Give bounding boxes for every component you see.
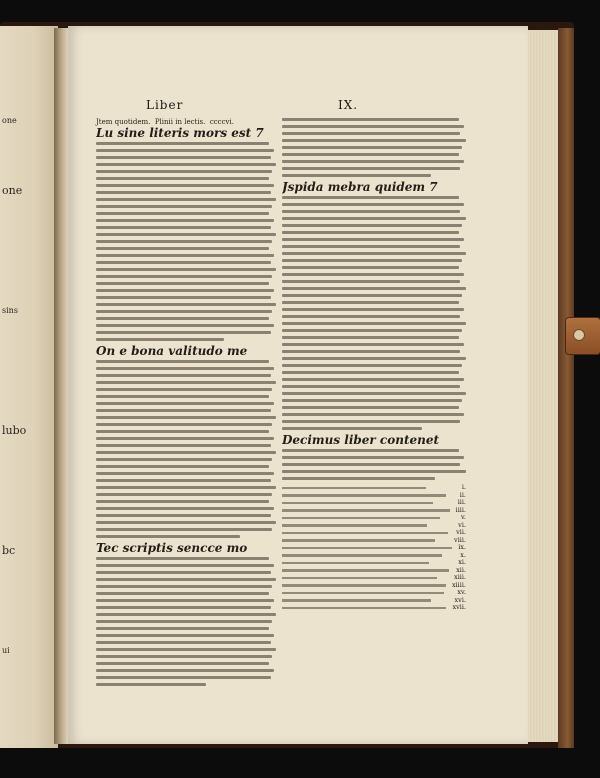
text-line xyxy=(96,317,269,320)
text-line xyxy=(282,385,460,388)
toc-number: xi. xyxy=(458,558,466,566)
text-line xyxy=(282,294,462,297)
text-line xyxy=(282,371,459,374)
text-line xyxy=(96,627,269,630)
text-line xyxy=(96,444,271,447)
text-line xyxy=(282,132,460,135)
toc-row xyxy=(282,484,466,492)
toc-entry-text xyxy=(282,599,431,602)
text-line xyxy=(282,273,464,276)
text-line xyxy=(96,514,271,517)
text-line xyxy=(282,153,459,156)
text-block xyxy=(282,449,466,480)
toc-row xyxy=(282,537,466,545)
toc-row xyxy=(282,589,466,597)
running-head-right: IX. xyxy=(338,98,359,112)
toc-number: iii. xyxy=(457,498,466,506)
toc-entry-text xyxy=(282,584,446,587)
text-line xyxy=(96,669,274,672)
toc-entry-text xyxy=(282,539,435,542)
text-line xyxy=(282,280,460,283)
text-line xyxy=(282,231,459,234)
text-line xyxy=(282,336,459,339)
toc-number: viii. xyxy=(454,535,466,544)
toc-entry-text xyxy=(282,509,450,512)
text-line xyxy=(282,259,462,262)
cover-edge xyxy=(558,28,574,748)
head-note-1: Jtem quotidem. xyxy=(96,118,151,126)
text-line xyxy=(96,479,271,482)
toc-row xyxy=(282,559,466,567)
text-line xyxy=(282,329,462,332)
toc-entry-text xyxy=(282,487,426,490)
toc-entry-text xyxy=(282,494,446,497)
toc-number: xiiii. xyxy=(451,580,466,589)
text-line xyxy=(96,676,271,679)
text-line xyxy=(282,301,459,304)
text-line xyxy=(96,247,269,250)
text-line xyxy=(96,310,272,313)
text-line xyxy=(282,252,466,255)
text-line xyxy=(96,620,272,623)
text-line xyxy=(96,578,276,581)
text-line xyxy=(282,203,464,206)
clasp-pin xyxy=(574,330,584,340)
text-line xyxy=(282,413,464,416)
text-line xyxy=(96,191,271,194)
text-line xyxy=(282,146,462,149)
text-line xyxy=(282,139,466,142)
text-line xyxy=(96,212,269,215)
left-page xyxy=(0,26,58,748)
text-line xyxy=(282,125,464,128)
toc-number: xvi. xyxy=(454,595,466,604)
text-line xyxy=(96,662,269,665)
text-line xyxy=(96,296,271,299)
text-line xyxy=(96,423,272,426)
text-line xyxy=(282,343,464,346)
text-line xyxy=(96,458,272,461)
toc-row xyxy=(282,582,466,590)
text-line xyxy=(282,196,459,199)
toc-row xyxy=(282,574,466,582)
text-line xyxy=(282,217,466,220)
toc-entry-text xyxy=(282,554,442,557)
text-line xyxy=(96,465,269,468)
section-heading: Tec scriptis sencce mo xyxy=(96,542,248,555)
text-line xyxy=(96,289,274,292)
text-line xyxy=(282,174,431,177)
toc-row xyxy=(282,544,466,552)
text-block xyxy=(282,118,466,177)
toc-number: xiii. xyxy=(454,573,466,581)
section-heading: On e bona valitudo me xyxy=(96,345,248,358)
text-line xyxy=(96,367,274,370)
text-line xyxy=(96,430,269,433)
toc-entry-text xyxy=(282,592,444,595)
left-page-fragment: bc xyxy=(2,544,16,557)
toc-number: vi. xyxy=(458,520,466,529)
text-line xyxy=(282,287,466,290)
toc-number: xii. xyxy=(456,565,466,574)
left-page-fragment: lubo xyxy=(2,424,27,437)
page-edges xyxy=(528,30,562,742)
text-line xyxy=(282,350,460,353)
text-line xyxy=(96,170,272,173)
text-line xyxy=(96,163,276,166)
toc-row xyxy=(282,514,466,522)
text-line xyxy=(282,245,460,248)
text-line xyxy=(282,399,462,402)
toc-entry-text xyxy=(282,577,437,580)
toc-entry-text xyxy=(282,517,440,520)
text-line xyxy=(96,233,276,236)
toc-number: xvii. xyxy=(452,603,466,611)
text-line xyxy=(96,648,276,651)
text-line xyxy=(282,378,464,381)
text-line xyxy=(96,634,274,637)
text-block xyxy=(96,360,276,538)
text-line xyxy=(96,374,271,377)
text-line xyxy=(96,592,269,595)
text-line xyxy=(96,240,272,243)
toc-number: xv. xyxy=(457,588,466,596)
toc-entry-text xyxy=(282,532,448,535)
text-line xyxy=(96,142,269,145)
toc-entry-text xyxy=(282,547,452,550)
text-line xyxy=(282,463,460,466)
toc-row xyxy=(282,567,466,575)
text-line xyxy=(96,156,271,159)
text-line xyxy=(96,388,272,391)
text-line xyxy=(282,266,459,269)
left-page-fragment: sins xyxy=(2,306,18,315)
text-line xyxy=(282,420,460,423)
text-line xyxy=(96,655,272,658)
text-line xyxy=(96,571,271,574)
text-line xyxy=(282,427,422,430)
toc-row xyxy=(282,604,466,612)
chapter-table-of-contents xyxy=(282,484,466,612)
running-head-left: Liber xyxy=(146,98,184,112)
section-heading: Jspida mebra quidem 7 xyxy=(282,181,438,194)
toc-row xyxy=(282,492,466,500)
section-heading: Lu sine literis mors est 7 xyxy=(96,127,264,140)
text-line xyxy=(282,224,462,227)
text-line xyxy=(96,451,276,454)
text-line xyxy=(96,599,274,602)
text-line xyxy=(96,268,276,271)
text-line xyxy=(96,521,276,524)
toc-row xyxy=(282,522,466,530)
text-line xyxy=(96,198,276,201)
text-line xyxy=(282,357,466,360)
text-line xyxy=(96,641,271,644)
text-line xyxy=(96,254,274,257)
toc-entry-text xyxy=(282,502,433,505)
text-line xyxy=(282,477,435,480)
text-line xyxy=(96,493,272,496)
left-text-column xyxy=(96,118,276,690)
text-line xyxy=(96,275,272,278)
text-line xyxy=(96,683,206,686)
text-line xyxy=(96,184,274,187)
text-line xyxy=(96,331,271,334)
toc-number: i. xyxy=(461,483,466,491)
text-line xyxy=(96,360,269,363)
toc-number: ii. xyxy=(459,490,466,499)
toc-entry-text xyxy=(282,562,429,565)
text-block xyxy=(96,142,276,341)
text-line xyxy=(96,409,271,412)
right-text-column xyxy=(282,118,466,612)
text-block xyxy=(96,557,276,686)
text-line xyxy=(282,308,464,311)
text-line xyxy=(96,416,276,419)
text-line xyxy=(96,528,272,531)
text-line xyxy=(282,406,459,409)
text-line xyxy=(96,472,274,475)
text-line xyxy=(282,322,466,325)
text-line xyxy=(282,470,466,473)
text-line xyxy=(282,315,460,318)
text-line xyxy=(96,606,271,609)
text-line xyxy=(96,486,276,489)
text-line xyxy=(282,238,464,241)
text-line xyxy=(96,338,224,341)
left-page-fragment: ui xyxy=(2,646,10,655)
text-line xyxy=(282,160,464,163)
text-line xyxy=(282,456,464,459)
text-line xyxy=(96,149,274,152)
text-line xyxy=(282,449,459,452)
toc-entry-text xyxy=(282,607,446,610)
text-line xyxy=(96,402,274,405)
text-line xyxy=(96,324,274,327)
toc-number: x. xyxy=(460,550,466,559)
text-line xyxy=(282,364,462,367)
section-heading: Decimus liber contenet xyxy=(282,434,440,447)
text-line xyxy=(96,564,274,567)
text-line xyxy=(96,395,269,398)
text-line xyxy=(96,226,271,229)
toc-row xyxy=(282,507,466,515)
text-line xyxy=(96,535,240,538)
left-page-fragment: one xyxy=(2,184,23,197)
text-line xyxy=(96,303,276,306)
text-line xyxy=(96,282,269,285)
toc-row xyxy=(282,499,466,507)
toc-number: iiii. xyxy=(455,505,466,514)
text-line xyxy=(282,210,460,213)
toc-row xyxy=(282,597,466,605)
text-line xyxy=(96,585,272,588)
toc-number: vii. xyxy=(456,528,466,536)
right-page xyxy=(68,26,528,744)
toc-number: v. xyxy=(461,513,466,521)
text-line xyxy=(96,507,274,510)
text-line xyxy=(282,118,459,121)
head-note-3: ccccvi. xyxy=(209,118,234,126)
entry-head-note xyxy=(96,118,276,126)
text-block xyxy=(282,196,466,430)
text-line xyxy=(96,500,269,503)
toc-row xyxy=(282,552,466,560)
text-line xyxy=(96,437,274,440)
toc-row xyxy=(282,529,466,537)
text-line xyxy=(96,205,272,208)
text-line xyxy=(282,167,460,170)
toc-entry-text xyxy=(282,524,427,527)
toc-number: ix. xyxy=(458,543,466,551)
text-line xyxy=(96,219,274,222)
text-line xyxy=(96,261,271,264)
text-line xyxy=(96,613,276,616)
text-line xyxy=(282,392,466,395)
head-note-2: Plinii in lectis. xyxy=(154,118,206,126)
text-line xyxy=(96,381,276,384)
text-line xyxy=(96,557,269,560)
left-page-fragment: one xyxy=(2,116,17,125)
toc-entry-text xyxy=(282,569,449,572)
text-line xyxy=(96,177,269,180)
